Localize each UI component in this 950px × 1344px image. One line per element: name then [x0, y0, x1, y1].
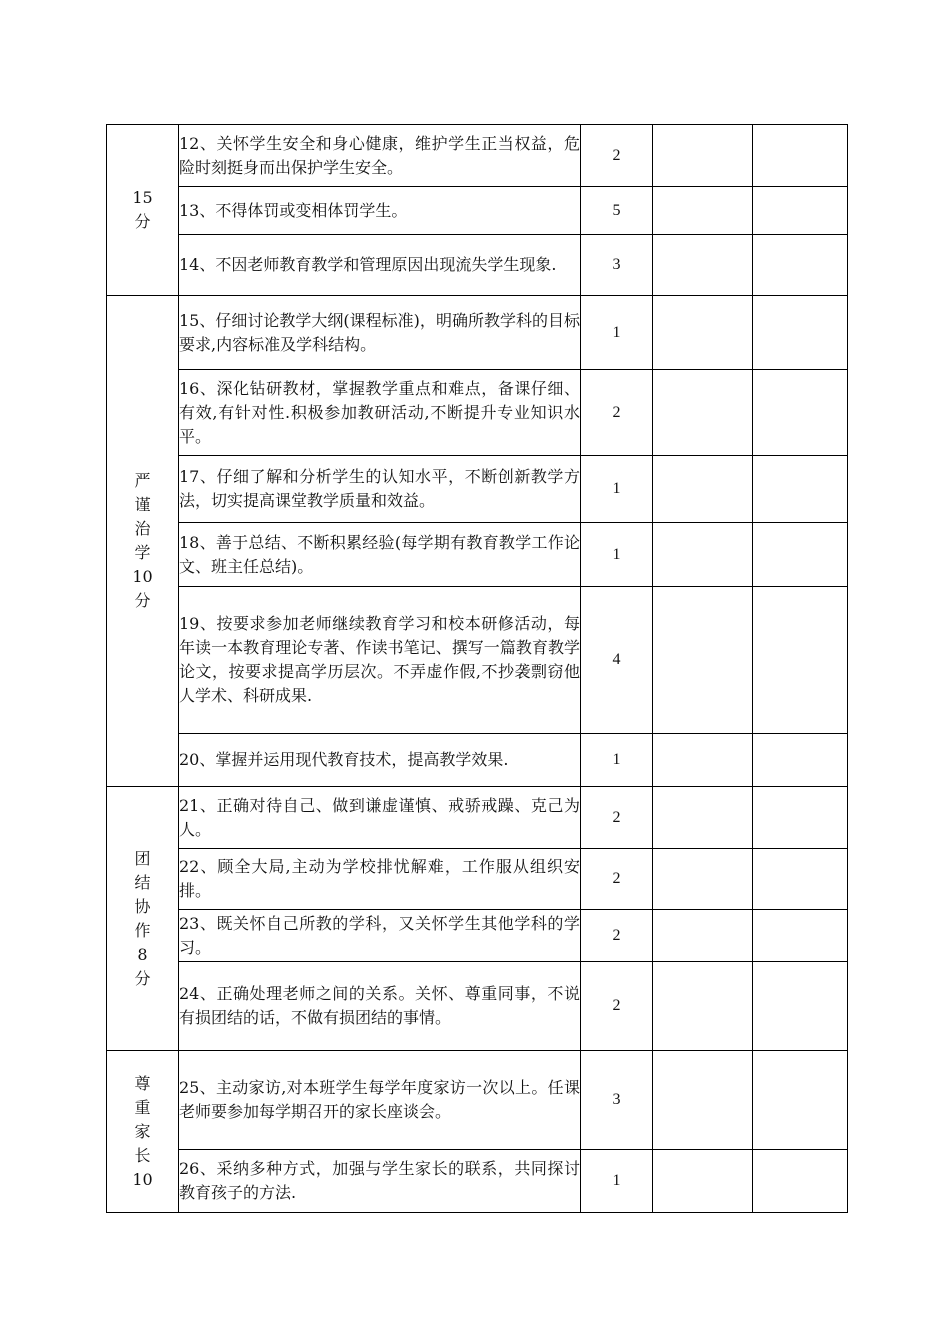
self-score-cell[interactable]	[653, 296, 753, 370]
criterion-text: 24、正确处理老师之间的关系。关怀、尊重同事，不说有损团结的话，不做有损团结的事情。	[179, 962, 581, 1051]
review-score-cell[interactable]	[753, 910, 848, 962]
review-score-cell[interactable]	[753, 187, 848, 235]
table-row	[107, 456, 848, 523]
self-score-cell[interactable]	[653, 370, 753, 456]
criterion-text: 17、仔细了解和分析学生的认知水平，不断创新教学方法，切实提高课堂教学质量和效益。	[179, 456, 581, 523]
table-row	[107, 523, 848, 587]
table-row	[107, 787, 848, 849]
category-cell: 团 结 协 作 8 分	[107, 787, 179, 1051]
table-row	[107, 734, 848, 787]
review-score-cell[interactable]	[753, 296, 848, 370]
review-score-cell[interactable]	[753, 456, 848, 523]
category-cell: 15 分	[107, 125, 179, 296]
criterion-text: 23、既关怀自己所教的学科，又关怀学生其他学科的学习。	[179, 910, 581, 962]
table-row	[107, 849, 848, 910]
criterion-text: 20、掌握并运用现代教育技术，提高教学效果.	[179, 734, 581, 787]
self-score-cell[interactable]	[653, 456, 753, 523]
table-row	[107, 370, 848, 456]
review-score-cell[interactable]	[753, 849, 848, 910]
score-cell: 3	[581, 235, 653, 296]
criterion-text: 25、主动家访,对本班学生每学年度家访一次以上。任课老师要参加每学期召开的家长座谈会。	[179, 1051, 581, 1150]
self-score-cell[interactable]	[653, 734, 753, 787]
table-row	[107, 296, 848, 370]
review-score-cell[interactable]	[753, 587, 848, 734]
self-score-cell[interactable]	[653, 962, 753, 1051]
criterion-text: 16、深化钻研教材，掌握教学重点和难点，备课仔细、有效,有针对性.积极参加教研活动,不断提升专业知识水平。	[179, 370, 581, 456]
table-row	[107, 235, 848, 296]
table-row	[107, 125, 848, 187]
criterion-text: 18、善于总结、不断积累经验(每学期有教育教学工作论文、班主任总结)。	[179, 523, 581, 587]
criterion-text: 13、不得体罚或变相体罚学生。	[179, 187, 581, 235]
self-score-cell[interactable]	[653, 187, 753, 235]
score-cell: 1	[581, 1150, 653, 1213]
self-score-cell[interactable]	[653, 523, 753, 587]
self-score-cell[interactable]	[653, 235, 753, 296]
table-row	[107, 587, 848, 734]
self-score-cell[interactable]	[653, 1051, 753, 1150]
score-cell: 2	[581, 370, 653, 456]
review-score-cell[interactable]	[753, 962, 848, 1051]
category-cell: 尊 重 家 长 10	[107, 1051, 179, 1213]
score-cell: 2	[581, 787, 653, 849]
score-cell: 1	[581, 734, 653, 787]
self-score-cell[interactable]	[653, 849, 753, 910]
review-score-cell[interactable]	[753, 1150, 848, 1213]
score-cell: 4	[581, 587, 653, 734]
criterion-text: 14、不因老师教育教学和管理原因出现流失学生现象.	[179, 235, 581, 296]
review-score-cell[interactable]	[753, 523, 848, 587]
review-score-cell[interactable]	[753, 787, 848, 849]
criterion-text: 19、按要求参加老师继续教育学习和校本研修活动，每年读一本教育理论专著、作读书笔记、撰写一篇教育教学论文，按要求提高学历层次。不弄虚作假,不抄袭剽窃他人学术、科研成果.	[179, 587, 581, 734]
category-cell: 严 谨 治 学 10 分	[107, 296, 179, 787]
table-row	[107, 187, 848, 235]
score-cell: 2	[581, 910, 653, 962]
score-cell: 2	[581, 849, 653, 910]
table-row	[107, 910, 848, 962]
self-score-cell[interactable]	[653, 125, 753, 187]
criterion-text: 22、顾全大局,主动为学校排忧解难，工作服从组织安排。	[179, 849, 581, 910]
table-row	[107, 1051, 848, 1150]
review-score-cell[interactable]	[753, 370, 848, 456]
score-cell: 5	[581, 187, 653, 235]
evaluation-table	[106, 124, 848, 1213]
review-score-cell[interactable]	[753, 1051, 848, 1150]
criterion-text: 26、采纳多种方式，加强与学生家长的联系，共同探讨教育孩子的方法.	[179, 1150, 581, 1213]
score-cell: 3	[581, 1051, 653, 1150]
score-cell: 1	[581, 523, 653, 587]
score-cell: 2	[581, 962, 653, 1051]
table-row	[107, 1150, 848, 1213]
criterion-text: 12、关怀学生安全和身心健康，维护学生正当权益，危险时刻挺身而出保护学生安全。	[179, 125, 581, 187]
score-cell: 2	[581, 125, 653, 187]
self-score-cell[interactable]	[653, 587, 753, 734]
review-score-cell[interactable]	[753, 125, 848, 187]
review-score-cell[interactable]	[753, 235, 848, 296]
table-row	[107, 962, 848, 1051]
self-score-cell[interactable]	[653, 787, 753, 849]
review-score-cell[interactable]	[753, 734, 848, 787]
self-score-cell[interactable]	[653, 910, 753, 962]
criterion-text: 15、仔细讨论教学大纲(课程标准)，明确所教学科的目标要求,内容标准及学科结构。	[179, 296, 581, 370]
score-cell: 1	[581, 296, 653, 370]
self-score-cell[interactable]	[653, 1150, 753, 1213]
score-cell: 1	[581, 456, 653, 523]
criterion-text: 21、正确对待自己、做到谦虚谨慎、戒骄戒躁、克己为人。	[179, 787, 581, 849]
